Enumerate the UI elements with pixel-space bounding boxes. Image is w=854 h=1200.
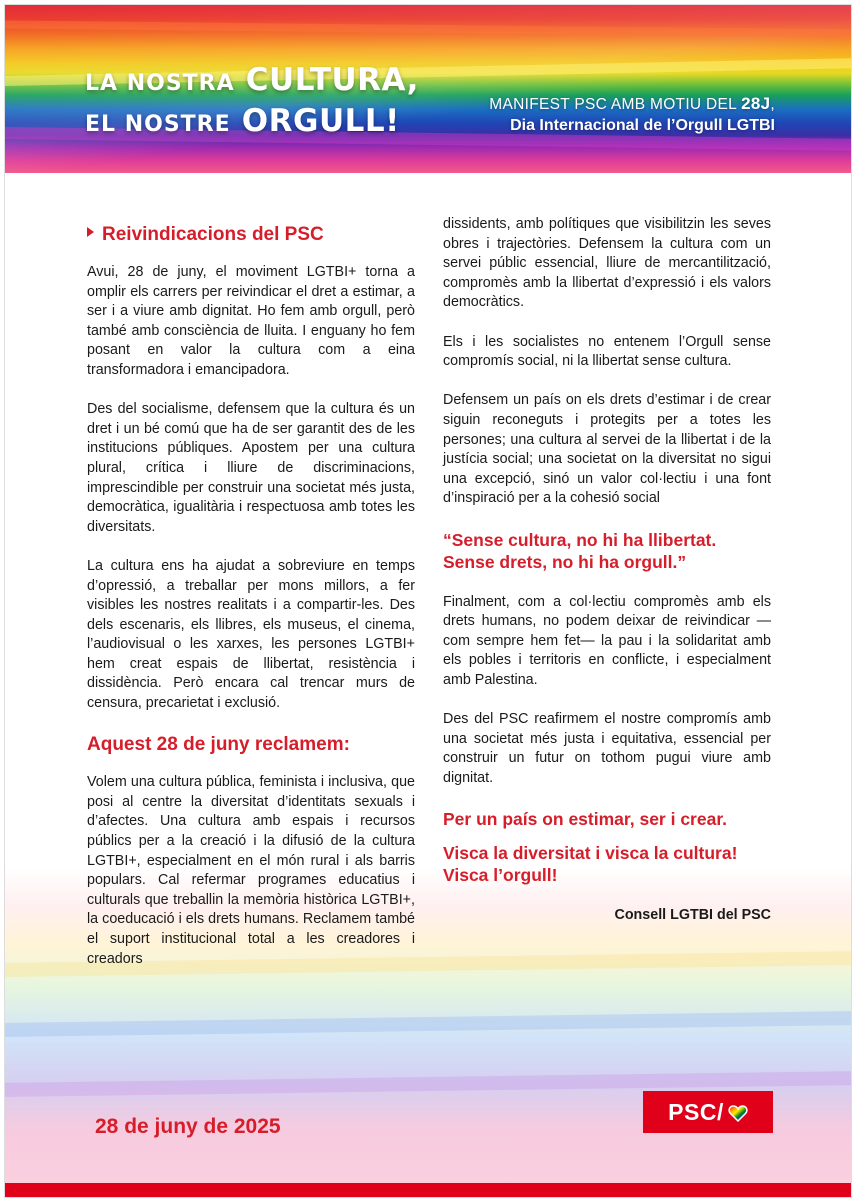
section-heading: Reivindicacions del PSC [87,223,415,247]
logo-text: PSC/ [668,1098,724,1125]
paragraph: La cultura ens ha ajudat a sobreviure en temps d’opressió, a treballar per mons millors, a fer visibles les nostres realitats i a compartir-les. Des dels escenaris, els llibres, els museus, el cinema, l’audiovisual o les xarxes, les persones LGTBI+ hem creat espais de llibertat, resistència i dissidència. Però encara cal trencar murs de censura, precarietat i exclusió. [87,557,415,712]
rainbow-heart-icon [728,1102,748,1122]
title-line2-small: EL NOSTRE [85,112,231,137]
subtitle: MANIFEST PSC AMB MOTIU DEL 28J, Dia Internacional de l’Orgull LGTBI [489,94,775,134]
paragraph: Des del PSC reafirmem el nostre compromís amb una societat més justa i equitativa, essencial per construir un futur on tothom pugui viure amb dignitat. [443,711,771,786]
title-line2-big: ORGULL! [241,103,400,139]
page-title [85,61,419,143]
section-heading-claims: Aquest 28 de juny reclamem: [87,734,350,756]
subtitle-line2: Dia Internacional de l’Orgull LGTBI [510,117,775,134]
pull-quote: “Sense cultura, no hi ha llibertat. Sense drets, no hi ha orgull.” [443,529,717,572]
paragraph: Volem una cultura pública, feminista i inclusiva, que posi al centre la diversitat d’identitats sexuals i d’afectes. Una cultura amb espais i recursos públics per a la creació i la difusió de la cultura LGTBI+, especialment en el món rural i als barris populars. Cal refermar programes educatius i culturals que treballin la memòria històrica LGTBI+, la coeducació i els drets humans. Reclamem també el suport institucional total a les creadores i creadors [87,774,415,967]
title-line1-big: CULTURA, [245,62,419,98]
subtitle-date-bold: 28J [741,94,771,113]
signature: Consell LGTBI del PSC [614,906,771,923]
triangle-bullet-icon [87,227,94,237]
paragraph: Avui, 28 de juny, el moviment LGTBI+ torna a omplir els carrers per reivindicar el dret a estimar, a ser i a viure amb dignitat. Ho fem amb orgull, però també amb consciència de lluita. I enguany ho fem posant en valor la cultura com a eina transformadora i emancipadora. [87,264,415,378]
footer-date: 28 de juny de 2025 [95,1115,281,1138]
subtitle-line1: MANIFEST PSC AMB MOTIU DEL [489,96,737,113]
paragraph: Des del socialisme, defensem que la cultura és un dret i un bé comú que ha de ser garantit des de les institucions públiques. Apostem per una cultura plural, crítica i lliure de discriminacions, imprescindible per construir una societat més justa, democràtica, igualitària i respectuosa amb totes les diversitats. [87,401,415,535]
psc-logo [643,1091,773,1133]
right-column [443,215,771,945]
paragraph: Defensem un país on els drets d’estimar i de crear siguin reconeguts i protegits per a totes les persones; una cultura al servei de la llibertat i de la justícia social; una societat on la diversitat no sigui una excepció, sinó un valor col·lectiu i una font d’inspiració per a la cohesió social [443,392,771,507]
left-column [87,223,415,989]
closing-slogan: Per un país on estimar, ser i crear. [443,809,728,830]
closing-cheer: Visca la diversitat i visca la cultura! Visca l’orgull! [443,843,738,886]
title-line1-small: LA NOSTRA [85,71,235,96]
manifesto-page [4,4,852,1198]
paragraph: Els i les socialistes no entenem l’Orgull sense compromís social, ni la llibertat sense cultura. [443,333,771,370]
rainbow-banner [5,5,851,173]
paragraph: Finalment, com a col·lectiu compromès amb els drets humans, no podem deixar de reivindicar —com sempre hem fet— la pau i la solidaritat amb els pobles i territoris en conflicte, i especialment amb Palestina. [443,593,771,688]
paragraph: dissidents, amb polítiques que visibilitzin les seves obres i trajectòries. Defensem la cultura com un servei públic essencial, lliure de mercantilització, compromès amb la llibertat d’expressió i els valors democràtics. [443,216,771,311]
footer-red-bar [5,1183,851,1197]
